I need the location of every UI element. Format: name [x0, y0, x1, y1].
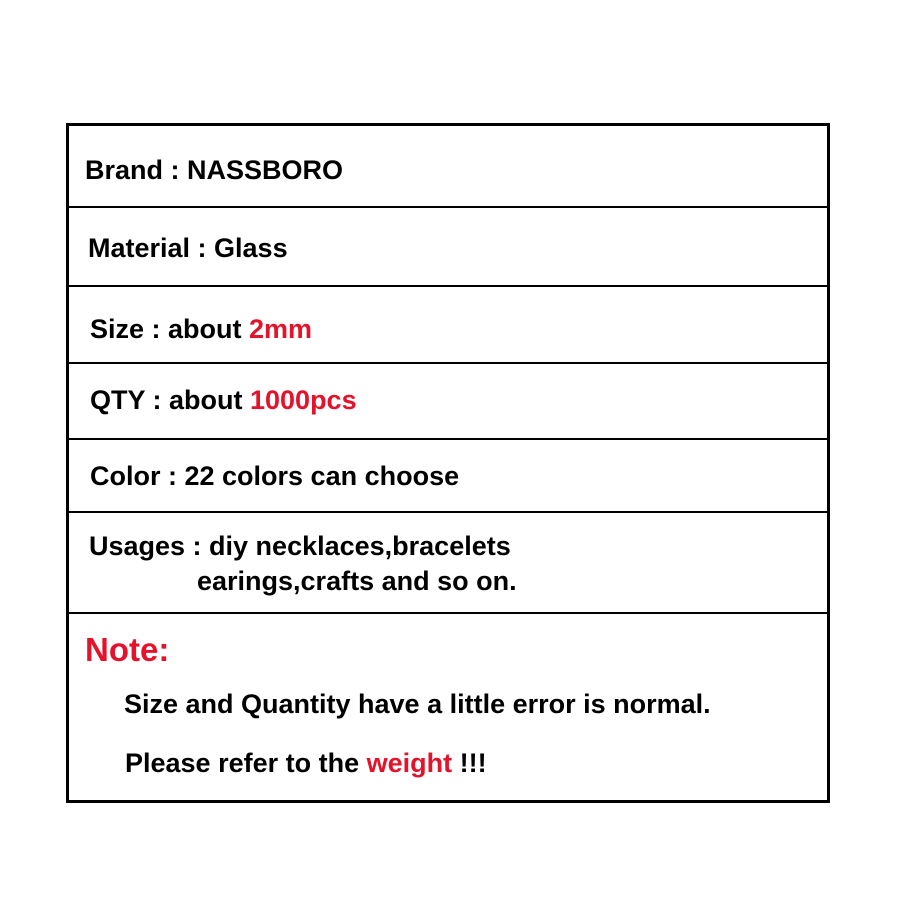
- note-title: Note:: [85, 631, 170, 668]
- note-line-2-suffix: !!!: [452, 748, 487, 778]
- weight-highlight: weight: [366, 748, 453, 778]
- note-line-2: [125, 747, 487, 779]
- row-divider: [69, 511, 827, 513]
- qty-value: 1000pcs: [250, 385, 357, 415]
- size-label: Size : about: [90, 314, 250, 344]
- note-line-1: Size and Quantity have a little error is normal.: [124, 689, 711, 719]
- brand-row: Brand : NASSBORO: [85, 155, 344, 185]
- qty-row: [90, 384, 357, 416]
- row-divider: [69, 285, 827, 287]
- row-divider: [69, 362, 827, 364]
- row-divider: [69, 438, 827, 440]
- note-line-2-prefix: Please refer to the: [125, 748, 367, 778]
- product-spec-table: [66, 123, 830, 803]
- row-divider: [69, 206, 827, 208]
- row-divider: [69, 612, 827, 614]
- usages-line-2: earings,crafts and so on.: [197, 566, 517, 596]
- size-row: [90, 313, 312, 345]
- usages-line-1: Usages : diy necklaces,bracelets: [89, 531, 511, 561]
- color-row: Color : 22 colors can choose: [90, 461, 460, 491]
- size-value: 2mm: [249, 314, 313, 344]
- material-row: Material : Glass: [88, 233, 288, 263]
- qty-label: QTY : about: [90, 385, 250, 415]
